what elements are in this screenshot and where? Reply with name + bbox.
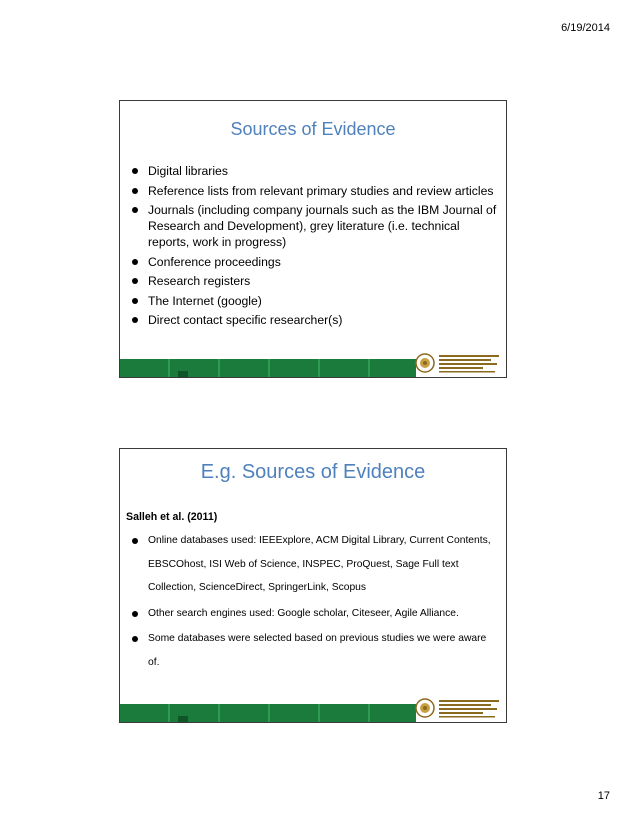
footer-bar [120, 704, 416, 722]
list-item [130, 529, 498, 600]
page-date: 6/19/2014 [561, 22, 610, 34]
bullet-text: Online databases used: IEEExplore, ACM Digital Library, Current Contents, EBSCOhost, ISI Web of Science, INSPEC, ProQuest, Sage Full text Collection, ScienceDirect, SpringerLink, Scopus [148, 535, 491, 593]
bullet-icon [132, 298, 138, 304]
footer-bar [120, 359, 416, 377]
footer-mark [178, 716, 188, 722]
bullet-text: Other search engines used: Google scholar, Citeseer, Agile Alliance. [148, 607, 459, 619]
bullet-icon [132, 188, 138, 194]
bullet-text: Conference proceedings [148, 254, 281, 269]
university-logo-icon [415, 697, 501, 719]
bullet-icon [132, 611, 138, 617]
footer-mark [178, 371, 188, 377]
list-item [130, 602, 498, 626]
bullet-icon [132, 168, 138, 174]
list-item [130, 163, 498, 179]
bullet-list [130, 163, 498, 332]
university-logo-icon [415, 352, 501, 374]
bullet-text: Research registers [148, 274, 251, 288]
bullet-icon [132, 317, 138, 323]
slide-title: E.g. Sources of Evidence [200, 461, 426, 483]
bullet-icon [132, 278, 138, 284]
slide-sources-of-evidence [119, 100, 507, 378]
bullet-text: Some databases were selected based on previous studies we were aware of. [148, 633, 487, 668]
list-item [130, 293, 498, 309]
bullet-icon [132, 259, 138, 265]
bullet-text: Direct contact specific researcher(s) [148, 313, 343, 327]
citation-lead: Salleh et al. (2011) [126, 511, 218, 523]
list-item [130, 254, 498, 270]
page-number: 17 [597, 790, 610, 802]
list-item [130, 202, 498, 250]
bullet-text: Digital libraries [148, 164, 228, 178]
bullet-text: Journals (including company journals such as the IBM Journal of Research and Development), grey literature (i.e. technical reports, work in progress) [148, 203, 497, 249]
list-item [130, 312, 498, 328]
bullet-text: Reference lists from relevant primary studies and review articles [148, 183, 494, 198]
list-item [130, 627, 498, 674]
bullet-icon [132, 538, 138, 544]
bullet-list [130, 529, 498, 676]
list-item [130, 183, 498, 199]
bullet-icon [132, 207, 138, 213]
slide-eg-sources-of-evidence [119, 448, 507, 723]
bullet-text: The Internet (google) [148, 293, 262, 308]
list-item [130, 273, 498, 289]
bullet-icon [132, 636, 138, 642]
slide-title: Sources of Evidence [230, 119, 396, 139]
